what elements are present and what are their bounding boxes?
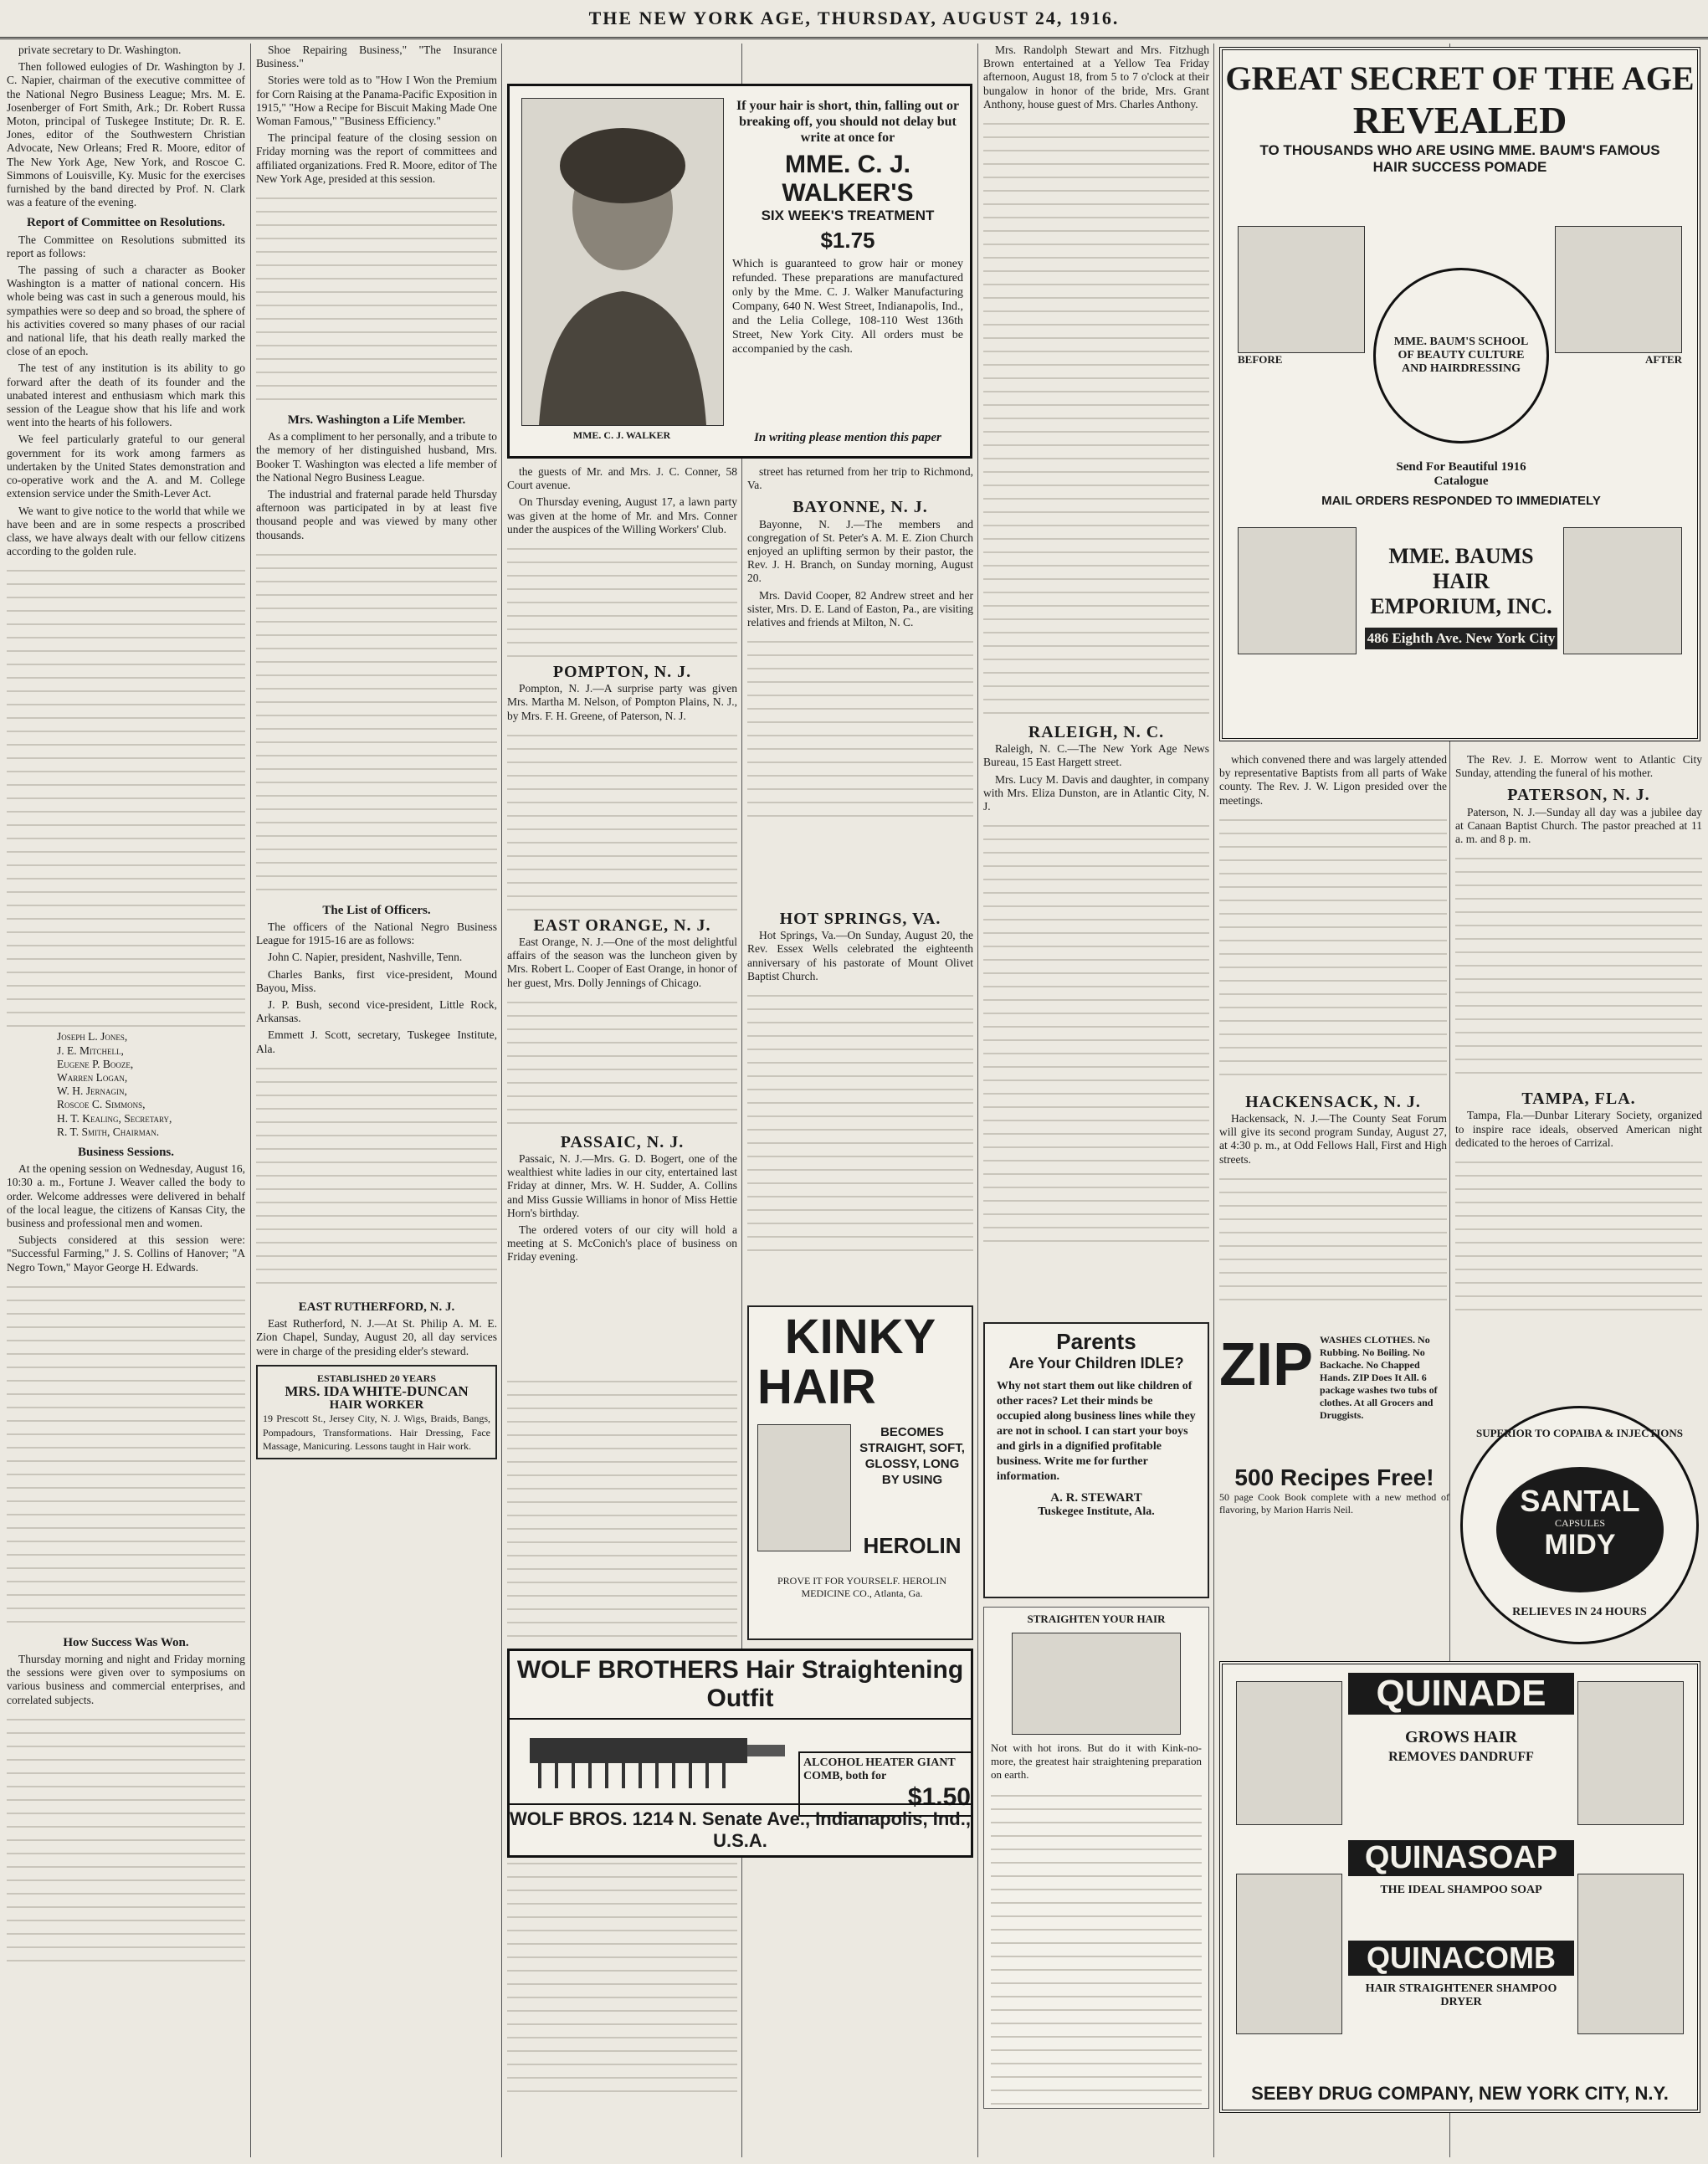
paragraph: The principal feature of the closing session on Friday morning was the report of committees and affiliated organizations. Fred R. Moore, editor of The New York Age, presided at this session.: [256, 131, 497, 185]
santal-top: SUPERIOR TO COPAIBA & INJECTIONS: [1475, 1427, 1684, 1439]
portrait-bottom-right: [1577, 1874, 1684, 2034]
portrait-icon: [522, 99, 723, 425]
paragraph: Charles Banks, first vice-president, Mound Bayou, Miss.: [256, 967, 497, 994]
text-block: [983, 817, 1209, 1252]
zip-body: WASHES CLOTHES. No Rubbing. No Boiling. No Backache. No Chapped Hands. ZIP Does It All. 6 package washes two tubs of clothes. At all Grocers and Druggists.: [1320, 1334, 1438, 1421]
ad-body: 19 Prescott St., Jersey City, N. J. Wigs, Braids, Bangs, Pompadours, Transformations. Hair Dressing, Face Massage, Manicuring. Lessons taught in Hair work.: [263, 1413, 490, 1452]
section-heading: HACKENSACK, N. J.: [1245, 1092, 1421, 1111]
wolf-footer: WOLF BROS. 1214 N. Senate Ave., Indianapolis, Ind., U.S.A.: [510, 1803, 971, 1855]
column-6: [1219, 753, 1447, 1322]
before-after-image: [1012, 1633, 1181, 1735]
walker-price: $1.75: [820, 228, 875, 253]
after-label: AFTER: [1644, 353, 1682, 366]
text-block: [7, 1710, 245, 1961]
santal-caps: CAPSULES: [1554, 1517, 1606, 1529]
ad-name: MRS. IDA WHITE-DUNCAN: [285, 1382, 469, 1399]
quinacomb-sub: HAIR STRAIGHTENER SHAMPOO DRYER: [1365, 1982, 1557, 2008]
paragraph: Paterson, N. J.—Sunday all day was a jubilee day at Canaan Baptist Church. The pastor preached at 11 a. m. and 8 p. m.: [1455, 805, 1702, 846]
text-block: [7, 1278, 245, 1629]
section-heading: Report of Committee on Resolutions.: [26, 216, 226, 230]
quinade-name: QUINADE: [1348, 1673, 1574, 1715]
wolf-brothers-ad: [507, 1649, 973, 1858]
paragraph: Mrs. Lucy M. Davis and daughter, in company with Mrs. Eliza Dunston, are in Atlantic City, N. J.: [983, 772, 1209, 813]
section-heading: BAYONNE, N. J.: [792, 498, 928, 517]
zip-logo: ZIP: [1219, 1331, 1314, 1398]
paragraph: East Rutherford, N. J.—At St. Philip A. M. E. Zion Chapel, Sunday, August 20, all day services were in charge of the presiding elder's steward.: [256, 1317, 497, 1357]
paragraph: Shoe Repairing Business," "The Insurance Business.": [256, 44, 497, 70]
paragraph: We feel particularly grateful to our general government for its work among farmers as undertaken by the United States demonstration and co-operative work and the A. and M. College extension service under the Smith-Lever Act.: [7, 433, 245, 500]
wolf-offer: ALCOHOL HEATER GIANT COMB, both for: [803, 1756, 956, 1782]
portrait-bottom-left: [1236, 1874, 1342, 2034]
paragraph: Raleigh, N. C.—The New York Age News Bureau, 15 East Hargett street.: [983, 742, 1209, 769]
paragraph: We want to give notice to the world that while we have been and are in some respects a proscribed class, we have always dealt with our fellow citizens according to the golden rule.: [7, 504, 245, 558]
paragraph: Subjects considered at this session were: "Successful Farming," J. S. Collins of Hanover; "A Negro Town," Mayor George H. Edwards.: [7, 1233, 245, 1274]
paragraph: private secretary to Dr. Washington.: [18, 44, 182, 56]
text-block: [1219, 1170, 1447, 1304]
paragraph: Pompton, N. J.—A surprise party was given Mrs. Martha M. Nelson, of Pompton Plains, N. J., by Mrs. F. H. Greene, of Paterson, N. J.: [507, 682, 737, 722]
text-block: [507, 726, 737, 910]
masthead: THE NEW YORK AGE, THURSDAY, AUGUST 24, 1916.: [0, 0, 1708, 39]
paragraph: The ordered voters of our city will hold a meeting at S. McConich's place of business on Friday evening.: [507, 1223, 737, 1264]
after-portrait-top: [1555, 226, 1682, 353]
section-heading: HOT SPRINGS, VA.: [779, 910, 941, 928]
text-block: [7, 562, 245, 1030]
baum-ad: [1219, 47, 1700, 741]
section-heading: TAMPA, FLA.: [1521, 1090, 1636, 1109]
section-heading: POMPTON, N. J.: [552, 663, 692, 682]
paragraph: Emmett J. Scott, secretary, Tuskegee Institute, Ala.: [256, 1028, 497, 1055]
column-3: [507, 465, 737, 1369]
santal-bottom: RELIEVES IN 24 HOURS: [1512, 1606, 1647, 1618]
portrait-top-left: [1236, 1681, 1342, 1825]
paragraph: the guests of Mr. and Mrs. J. C. Conner, 58 Court avenue.: [507, 465, 737, 492]
paragraph: The industrial and fraternal parade held Thursday afternoon was participated in by at least five thousand people and was viewed by many other thousands.: [256, 488, 497, 541]
column-rule: [1213, 44, 1214, 2157]
signer: R. T. Smith, Chairman.: [57, 1125, 160, 1138]
parents-name: A. R. STEWART: [1050, 1491, 1142, 1505]
baum-catalogue: Send For Beautiful 1916 Catalogue: [1396, 460, 1526, 488]
text-block: [507, 540, 737, 657]
paragraph: Hot Springs, Va.—On Sunday, August 20, the Rev. Essex Wells celebrated the eighteenth anniversary of his pastorate of Mount Olivet Baptist Church.: [747, 929, 973, 982]
text-block: [1219, 811, 1447, 1087]
after-portrait-bottom: [1563, 527, 1682, 654]
text-block: [991, 1787, 1202, 2105]
text-block: [256, 1059, 497, 1294]
section-heading: The List of Officers.: [322, 903, 431, 917]
signer: W. H. Jernagin,: [57, 1085, 127, 1098]
paragraph: Mrs. Randolph Stewart and Mrs. Fitzhugh Brown entertained at a Yellow Tea Friday afternoon, August 18, from 5 to 7 o'clock at their bungalow in honor of the bride, Mrs. Grant Anthony, house guest of Mrs. Charles Anthony.: [983, 44, 1209, 110]
paragraph: Mrs. David Cooper, 82 Andrew street and her sister, Mrs. D. E. Land of Easton, Pa., are visiting relatives and friends at Milton, N. C.: [747, 588, 973, 629]
ad-title: HAIR WORKER: [329, 1398, 424, 1413]
kinky-footer: PROVE IT FOR YOURSELF. HEROLIN MEDICINE CO., Atlanta, Ga.: [777, 1575, 947, 1599]
before-portrait-top: [1238, 226, 1365, 353]
walker-ad: [507, 84, 972, 459]
text-block: [1455, 1153, 1702, 1320]
straighten-title: STRAIGHTEN YOUR HAIR: [1027, 1613, 1166, 1625]
walker-footer: In writing please mention this paper: [754, 431, 941, 444]
baum-name: MME. BAUMS HAIR EMPORIUM, INC.: [1370, 544, 1552, 618]
quinacomb-name: QUINACOMB: [1348, 1941, 1574, 1976]
paragraph: street has returned from her trip to Richmond, Va.: [747, 465, 973, 492]
quinade-footer: SEEBY DRUG COMPANY, NEW YORK CITY, N.Y.: [1251, 2083, 1669, 2104]
paragraph: John C. Napier, president, Nashville, Tenn.: [268, 951, 463, 964]
walker-name: MME. C. J. WALKER'S: [782, 151, 914, 207]
paragraph: Tampa, Fla.—Dunbar Literary Society, organized to inspire race ideals, observed American night dedicated to the heroes of Carrizal.: [1455, 1109, 1702, 1149]
walker-caption: MME. C. J. WALKER: [572, 429, 671, 441]
signer: H. T. Kealing, Secretary,: [57, 1111, 172, 1125]
section-heading: PATERSON, N. J.: [1507, 786, 1650, 805]
woman-portrait: [757, 1424, 851, 1551]
kinky-body: BECOMES STRAIGHT, SOFT, GLOSSY, LONG BY USING: [859, 1425, 965, 1487]
paragraph: Passaic, N. J.—Mrs. G. D. Bogert, one of the wealthiest white ladies in our city, entertained last Friday at dinner, Mrs. W. H. Sudder, A. Collins and Miss Gussie Williams in honor of Miss Hettie Horn's birthday.: [507, 1152, 737, 1219]
baum-sub: TO THOUSANDS WHO ARE USING MME. BAUM'S FAMOUS HAIR SUCCESS POMADE: [1259, 142, 1660, 175]
column-7: [1455, 753, 1702, 1397]
santal-name: SANTAL: [1520, 1484, 1640, 1518]
walker-intro: If your hair is short, thin, falling out or breaking off, you should not delay but write at once for: [736, 99, 960, 145]
text-block: [256, 189, 497, 407]
paragraph: On Thursday evening, August 17, a lawn party was given at the home of Mr. and Mrs. Conner under the auspices of the Willing Workers' Club.: [507, 495, 737, 536]
text-block: [983, 115, 1209, 717]
wolf-headline: WOLF BROTHERS Hair Straightening Outfit: [510, 1651, 971, 1720]
column-4-mid: [747, 904, 973, 1289]
kinky-hair-ad: [747, 1305, 973, 1640]
text-block: [256, 546, 497, 897]
quinade-ad: [1219, 1661, 1700, 2113]
ad-duncan: [256, 1365, 497, 1459]
baum-seal: MME. BAUM'S SCHOOL OF BEAUTY CULTURE AND HAIRDRESSING: [1373, 268, 1549, 444]
section-heading: EAST ORANGE, N. J.: [533, 915, 711, 935]
before-label: BEFORE: [1238, 353, 1283, 366]
wolf-price: $1.50: [907, 1783, 971, 1811]
column-1: [7, 44, 245, 2157]
quinade-sub1: GROWS HAIR: [1405, 1728, 1517, 1746]
paragraph: At the opening session on Wednesday, August 16, 10:30 a. m., Fortune J. Weaver called the body to order. Welcome addresses were delivered in behalf of the local league, the citizens of Kansas City, the business and professional men and women.: [7, 1162, 245, 1229]
zip-ad: [1219, 1331, 1449, 1456]
text-block: [507, 993, 737, 1127]
signer: Eugene P. Booze,: [57, 1057, 134, 1070]
paragraph: The Rev. J. E. Morrow went to Atlantic City Sunday, attending the funeral of his mother.: [1455, 753, 1702, 780]
kinky-title: KINKY: [784, 1310, 936, 1364]
ad-established: ESTABLISHED 20 YEARS: [316, 1372, 437, 1384]
santal-midy: MIDY: [1544, 1529, 1616, 1561]
paragraph: The passing of such a character as Booker Washington is a matter of national concern. His whole being was cast in such a generous mould, his sympathies were so deep and so broad, the sphere of his activities covered so many phases of our racial and national life, that his death really marked the close of an epoch.: [7, 264, 245, 358]
section-heading: EAST RUTHERFORD, N. J.: [298, 1300, 455, 1314]
paragraph: Stories were told as to "How I Won the Premium for Corn Raising at the Panama-Pacific Exposition in 1915," "How a Recipe for Biscuit Making Made One Woman Famous," "Business Efficiency.": [256, 74, 497, 128]
straighten-ad: [983, 1607, 1209, 2109]
text-block: [747, 633, 973, 817]
paragraph: J. P. Bush, second vice-president, Little Rock, Arkansas.: [256, 998, 497, 1025]
column-rule: [977, 44, 978, 2157]
section-heading: How Success Was Won.: [63, 1635, 189, 1649]
signer: Warren Logan,: [57, 1070, 128, 1084]
paragraph: The Committee on Resolutions submitted its report as follows:: [7, 233, 245, 259]
baum-revealed: REVEALED: [1352, 99, 1567, 141]
comb-icon: [521, 1705, 789, 1805]
paragraph: The officers of the National Negro Business League for 1915-16 are as follows:: [256, 920, 497, 947]
baum-orders: MAIL ORDERS RESPONDED TO IMMEDIATELY: [1321, 494, 1601, 508]
text-block: [1455, 849, 1702, 1084]
parents-sub: Are Your Children IDLE?: [1008, 1355, 1184, 1372]
text-block: [747, 987, 973, 1263]
santal-capsule: [1496, 1467, 1664, 1592]
column-rule: [501, 44, 502, 2157]
portrait-top-right: [1577, 1681, 1684, 1825]
recipes-title: 500 Recipes Free!: [1234, 1464, 1434, 1490]
quinasoap-sub: THE IDEAL SHAMPOO SOAP: [1380, 1884, 1542, 1896]
section-heading: Mrs. Washington a Life Member.: [287, 413, 466, 428]
kinky-title-2: HAIR: [757, 1360, 876, 1414]
recipes-ad: [1219, 1464, 1449, 1556]
paragraph: As a compliment to her personally, and a tribute to the memory of her distinguished husband, Mrs. Booker T. Washington was elected a life member of the National Negro Business League.: [256, 430, 497, 484]
paragraph: East Orange, N. J.—One of the most delightful affairs of the season was the luncheon given by Mrs. Robert L. Cooper of East Orange, in honor of her guest, Mrs. Dolly Jennings of Chicago.: [507, 936, 737, 989]
recipes-body: 50 page Cook Book complete with a new method of flavoring, by Marion Harris Neil.: [1219, 1491, 1449, 1515]
column-5: [983, 44, 1209, 1324]
walker-treatment: SIX WEEK'S TREATMENT: [761, 208, 935, 223]
column-rule: [250, 44, 251, 2157]
paragraph: which convened there and was largely attended by representative Baptists from all parts of Wake county. The Rev. J. W. Ligon presided over the meetings.: [1219, 753, 1447, 807]
quinasoap-name: QUINASOAP: [1348, 1840, 1574, 1876]
parents-place: Tuskegee Institute, Ala.: [1038, 1505, 1155, 1518]
parents-title: Parents: [1056, 1329, 1136, 1354]
santal-midy-ad: [1460, 1406, 1699, 1644]
quinade-sub2: REMOVES DANDRUFF: [1388, 1750, 1534, 1764]
column-2: [256, 44, 497, 2157]
signer: Joseph L. Jones,: [57, 1030, 128, 1044]
paragraph: Thursday morning and night and Friday morning the sessions were given over to symposiums on various business and commercial enterprises, and correlated subjects.: [7, 1652, 245, 1706]
before-portrait-bottom: [1238, 527, 1357, 654]
paragraph: Hackensack, N. J.—The County Seat Forum will give its second program Sunday, August 27, at 4:30 p. m., at Odd Fellows Hall, First and High streets.: [1219, 1112, 1447, 1166]
column-4: [747, 465, 973, 900]
baum-headline: GREAT SECRET OF THE AGE: [1225, 59, 1695, 97]
parents-ad: [983, 1322, 1209, 1598]
signer: Roscoe C. Simmons,: [57, 1098, 146, 1111]
section-heading: Business Sessions.: [77, 1145, 175, 1159]
walker-body: Which is guaranteed to grow hair or money refunded. These preparations are manufactured only by the Mme. C. J. Walker Manufacturing Company, 640 N. West Street, Indianapolis, Ind., and the Lelia College, 108-110 West 136th Street, New York City. All orders must be accompanied by the cash.: [732, 258, 963, 356]
section-heading: PASSAIC, N. J.: [560, 1132, 685, 1151]
signer: J. E. Mitchell,: [57, 1044, 124, 1057]
straighten-body: Not with hot irons. But do it with Kink-no-more, the greatest hair straightening preparation on earth.: [991, 1741, 1202, 1781]
baum-address: 486 Eighth Ave. New York City: [1365, 628, 1557, 649]
paragraph: Bayonne, N. J.—The members and congregation of St. Peter's A. M. E. Zion Church enjoyed an uplifting sermon by their pastor, the Rev. J. H. Branch, on Sunday morning, August 20.: [747, 517, 973, 585]
parents-body: Why not start them out like children of other races? Let their minds be occupied along business lines while they are not in school. I can start your boys and girls in a dignified profitable business. Write me for further information.: [997, 1380, 1196, 1483]
section-heading: RALEIGH, N. C.: [1028, 723, 1165, 742]
kinky-brand: HEROLIN: [863, 1533, 962, 1558]
paragraph: Then followed eulogies of Dr. Washington by J. C. Napier, chairman of the executive committee of the National Negro Business League; Mrs. M. E. Josenberger of Fort Smith, Ark.; Dr. Robert Russa Moton, principal of Tuskegee Institute; Dr. R. E. Jones, editor of the Southwestern Christian Advocate, New Orleans; Fred R. Moore, editor of The New York Age, New York, and Roscoe C. Simmons of Louisville, Ky. Music for the exercises furnished by the band directed by Prof. N. Clark was a feature of the evening.: [7, 60, 245, 209]
portrait-image: [521, 98, 724, 426]
paragraph: The test of any institution is its ability to go forward after the death of its founder and the unabated interest and enthusiasm which mark this session of the League show that his life and work went into the hearts of his followers.: [7, 362, 245, 429]
